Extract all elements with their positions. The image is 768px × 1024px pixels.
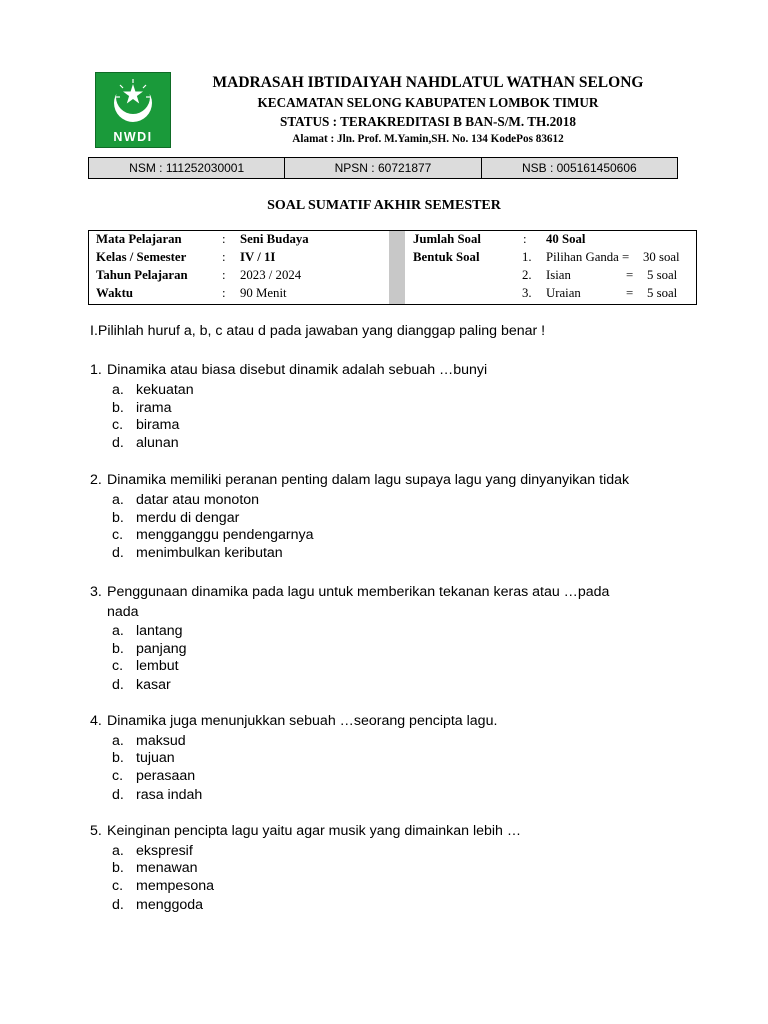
question-number: 4. xyxy=(90,713,102,729)
option-text: menawan xyxy=(136,860,198,876)
question-text-continued: nada xyxy=(107,604,139,620)
option xyxy=(112,843,193,859)
form-item-count: 5 soal xyxy=(647,286,678,300)
info-label-year: Tahun Pelajaran xyxy=(96,268,188,282)
nsb-cell: NSB : 005161450606 xyxy=(481,158,677,178)
school-logo xyxy=(95,72,171,148)
info-colon: : xyxy=(222,232,226,246)
option-letter: c. xyxy=(112,878,124,894)
question-3 xyxy=(90,582,609,622)
option-text: kasar xyxy=(136,677,171,693)
id-bar xyxy=(88,157,678,179)
question-5 xyxy=(90,821,521,841)
option-letter: c. xyxy=(112,658,124,674)
info-label-time: Waktu xyxy=(96,286,133,300)
question-text: Dinamika atau biasa disebut dinamik adalah sebuah …bunyi xyxy=(107,362,488,378)
option xyxy=(112,733,186,749)
option-text: menggoda xyxy=(136,897,204,913)
info-value-subject: Seni Budaya xyxy=(240,232,309,246)
option-text: maksud xyxy=(136,733,186,749)
crescent-star-icon xyxy=(96,73,170,133)
question-number: 5. xyxy=(90,823,102,839)
info-value-count: 40 Soal xyxy=(546,232,586,246)
info-label-subject: Mata Pelajaran xyxy=(96,232,182,246)
option-letter: b. xyxy=(112,641,124,657)
info-label-form: Bentuk Soal xyxy=(413,250,480,264)
option xyxy=(112,623,183,639)
option-letter: a. xyxy=(112,843,124,859)
option-letter: a. xyxy=(112,382,124,398)
option-letter: a. xyxy=(112,492,124,508)
option xyxy=(112,400,171,416)
question-number: 1. xyxy=(90,362,102,378)
option-letter: a. xyxy=(112,623,124,639)
option-text: alunan xyxy=(136,435,179,451)
form-item-count: 5 soal xyxy=(647,268,678,282)
option xyxy=(112,492,259,508)
option-text: irama xyxy=(136,400,172,416)
question-1 xyxy=(90,360,487,380)
school-status: STATUS : TERAKREDITASI B BAN-S/M. TH.2018 xyxy=(280,114,576,129)
option-text: mempesona xyxy=(136,878,215,894)
question-number: 2. xyxy=(90,472,102,488)
form-item-no: 1. xyxy=(522,250,532,264)
option xyxy=(112,658,179,674)
option xyxy=(112,878,214,894)
option-text: panjang xyxy=(136,641,187,657)
question-text: Dinamika memiliki peranan penting dalam lagu supaya lagu yang dinyanyikan tidak xyxy=(107,472,630,488)
info-label-count: Jumlah Soal xyxy=(413,232,481,246)
info-label-class: Kelas / Semester xyxy=(96,250,187,264)
form-item-eq: = xyxy=(626,268,634,282)
option-text: merdu di dengar xyxy=(136,510,240,526)
option-text: tujuan xyxy=(136,750,175,766)
info-colon: : xyxy=(222,268,226,282)
form-item-no: 3. xyxy=(522,286,532,300)
option-text: lantang xyxy=(136,623,183,639)
option-letter: b. xyxy=(112,510,124,526)
option-text: perasaan xyxy=(136,768,196,784)
option-text: menimbulkan keributan xyxy=(136,545,283,561)
form-item-name: Isian xyxy=(546,268,571,282)
option-text: birama xyxy=(136,417,180,433)
option xyxy=(112,510,239,526)
option-letter: b. xyxy=(112,750,124,766)
question-2 xyxy=(90,470,629,490)
option xyxy=(112,750,175,766)
option-text: ekspresif xyxy=(136,843,193,859)
npsn-cell: NPSN : 60721877 xyxy=(284,158,480,178)
form-item-name: Uraian xyxy=(546,286,581,300)
school-district: KECAMATAN SELONG KABUPATEN LOMBOK TIMUR xyxy=(257,95,599,110)
option-letter: d. xyxy=(112,677,124,693)
option-letter: b. xyxy=(112,400,124,416)
option xyxy=(112,641,187,657)
info-colon: : xyxy=(222,250,226,264)
option xyxy=(112,545,283,561)
info-colon: : xyxy=(523,232,527,246)
question-number: 3. xyxy=(90,584,102,600)
option-letter: b. xyxy=(112,860,124,876)
option-letter: d. xyxy=(112,435,124,451)
question-text: Dinamika juga menunjukkan sebuah …seorang pencipta lagu. xyxy=(107,713,498,729)
option-letter: d. xyxy=(112,545,124,561)
form-item-eq: = xyxy=(626,286,634,300)
exam-info-box xyxy=(88,230,697,305)
option-text: kekuatan xyxy=(136,382,194,398)
info-separator xyxy=(389,231,405,304)
option xyxy=(112,417,179,433)
option-letter: a. xyxy=(112,733,124,749)
logo-text: NWDI xyxy=(113,130,153,144)
option xyxy=(112,527,314,543)
option-text: mengganggu pendengarnya xyxy=(136,527,314,543)
info-value-class: IV / 1I xyxy=(240,250,276,264)
school-name: MADRASAH IBTIDAIYAH NAHDLATUL WATHAN SELONG xyxy=(212,74,644,91)
option-letter: c. xyxy=(112,527,124,543)
option xyxy=(112,897,203,913)
option xyxy=(112,382,194,398)
nsm-cell: NSM : 111252030001 xyxy=(129,161,245,175)
question-4 xyxy=(90,711,497,731)
option-text: lembut xyxy=(136,658,179,674)
option xyxy=(112,860,198,876)
option xyxy=(112,768,195,784)
info-value-time: 90 Menit xyxy=(240,286,287,300)
option-letter: d. xyxy=(112,897,124,913)
info-colon: : xyxy=(222,286,226,300)
question-text: Keinginan pencipta lagu yaitu agar musik yang dimainkan lebih … xyxy=(107,823,522,839)
info-value-year: 2023 / 2024 xyxy=(240,268,302,282)
exam-title: SOAL SUMATIF AKHIR SEMESTER xyxy=(267,198,501,213)
school-address: Alamat : Jln. Prof. M.Yamin,SH. No. 134 KodePos 83612 xyxy=(292,133,564,145)
instruction: I.Pilihlah huruf a, b, c atau d pada jawaban yang dianggap paling benar ! xyxy=(90,323,546,339)
option-letter: c. xyxy=(112,768,124,784)
form-item-name: Pilihan Ganda = xyxy=(546,250,630,264)
option xyxy=(112,787,202,803)
question-text: Penggunaan dinamika pada lagu untuk memberikan tekanan keras atau …pada xyxy=(107,584,610,600)
form-item-no: 2. xyxy=(522,268,532,282)
option-text: rasa indah xyxy=(136,787,203,803)
form-item-count: 30 soal xyxy=(643,250,680,264)
option xyxy=(112,677,171,693)
option-letter: d. xyxy=(112,787,124,803)
option xyxy=(112,435,179,451)
option-text: datar atau monoton xyxy=(136,492,260,508)
option-letter: c. xyxy=(112,417,124,433)
